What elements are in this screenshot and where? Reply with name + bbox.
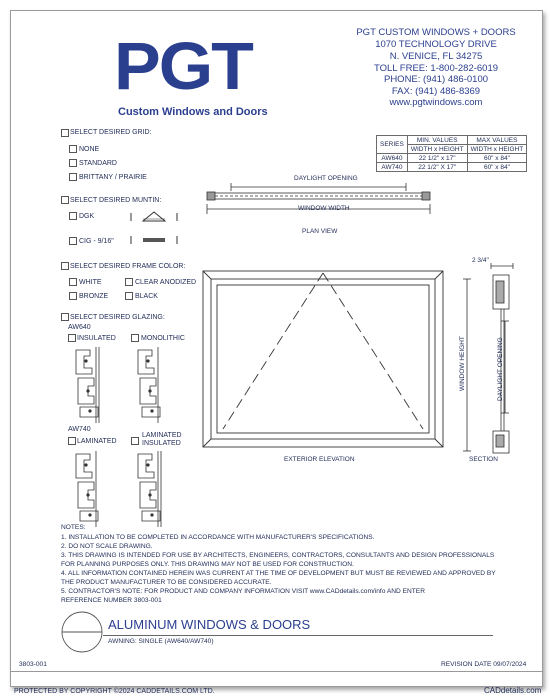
note-item: 2. DO NOT SCALE DRAWING. [61,543,153,550]
frame-black-label: BLACK [135,293,158,300]
aw740-laminated-checkbox[interactable] [68,437,76,445]
note-item: 5. CONTRACTOR'S NOTE: FOR PRODUCT AND COMPANY INFORMATION VISIT www.CADdetails.com/info AND ENTER [61,588,425,595]
toll-free: TOLL FREE: 1-800-282-6019 [373,63,499,74]
grid-checkbox[interactable] [61,129,69,137]
frame-color-checkbox[interactable] [61,262,69,270]
dgk-muntin-profile-icon [129,209,179,223]
detail-bubble-icon [59,609,105,655]
aw640-glazing-sections-icon [66,345,186,425]
section-label: SECTION [469,456,498,463]
title-block-title: ALUMINUM WINDOWS & DOORS [108,617,311,632]
note-item: REFERENCE NUMBER 3803-001 [61,597,162,604]
grid-brittany-checkbox[interactable] [69,173,77,181]
table-cell: AW640 [377,154,408,163]
muntin-dgk-checkbox[interactable] [69,212,77,220]
grid-none-checkbox[interactable] [69,145,77,153]
pgt-logo: PGT [114,28,252,104]
note-item: 4. ALL INFORMATION CONTAINED HEREIN WAS CURRENT AT THE TIME OF DEVELOPMENT BUT MUST BE REVIEWED AND APPROVED BY [61,570,496,577]
note-item: 3. THIS DRAWING IS INTENDED FOR USE BY ARCHITECTS, ENGINEERS, CONTRACTORS, CONSULTANTS AND DESIGN PROFESSIONALS [61,552,495,559]
footer-divider [11,671,542,672]
aw740-laminated-insulated-label-1: LAMINATED [142,432,182,439]
frame-white-checkbox[interactable] [69,278,77,286]
aw740-laminated-insulated-label-2: INSULATED [142,440,181,447]
aw640-insulated-checkbox[interactable] [68,334,76,342]
notes-title: NOTES: [61,524,86,531]
table-cell: 60" x 84" [467,154,527,163]
table-row [377,163,527,172]
frame-color-title: SELECT DESIRED FRAME COLOR: [70,263,186,270]
title-divider [103,635,493,636]
grid-title: SELECT DESIRED GRID: [70,129,152,136]
frame-black-checkbox[interactable] [125,292,133,300]
cig-muntin-profile-icon [129,235,179,245]
company-name: PGT CUSTOM WINDOWS + DOORS [356,27,516,38]
frame-bronze-label: BRONZE [79,293,109,300]
plan-view-drawing [201,179,441,223]
note-item: 1. INSTALLATION TO BE COMPLETED IN ACCORDANCE WITH MANUFACTURER'S SPECIFICATIONS. [61,534,375,541]
table-row [377,154,527,163]
address-line-1: 1070 TECHNOLOGY DRIVE [375,39,497,50]
aw640-label: AW640 [68,324,91,331]
aw640-monolithic-checkbox[interactable] [131,334,139,342]
reference-number: 3803-001 [19,661,47,668]
table-cell: 60" x 84" [467,163,527,172]
table-header-max: MAX VALUES [467,136,527,145]
aw740-glazing-sections-icon [66,449,186,529]
grid-brittany-label: BRITTANY / PRAIRIE [79,174,147,181]
grid-standard-checkbox[interactable] [69,159,77,167]
glazing-title: SELECT DESIRED GLAZING: [70,314,165,321]
copyright-text: PROTECTED BY COPYRIGHT ©2024 CADDETAILS.COM LTD. [14,688,215,695]
address-line-2: N. VENICE, FL 34275 [389,51,483,62]
table-header-row [377,136,527,145]
exterior-elevation-drawing [201,269,451,451]
note-item: THE PRODUCT MANUFACTURER TO BE CONSIDERED ACCURATE. [61,579,272,586]
window-width-label: WINDOW WIDTH [298,205,350,212]
note-item: FOR PLANNING PURPOSES ONLY. THIS DRAWING MAY NOT BE USED FOR CONSTRUCTION. [61,561,354,568]
exterior-elevation-label: EXTERIOR ELEVATION [284,456,355,463]
aw740-laminated-insulated-checkbox[interactable] [131,437,139,445]
grid-none-label: NONE [79,146,100,153]
window-height-label: WINDOW HEIGHT [459,336,466,391]
website-link[interactable]: www.pgtwindows.com [389,97,483,108]
table-header-min: MIN. VALUES [407,136,467,145]
frame-clear-checkbox[interactable] [125,278,133,286]
frame-bronze-checkbox[interactable] [69,292,77,300]
section-depth-label: 2 3/4" [472,257,489,264]
table-subheader-max: WIDTH x HEIGHT [467,145,527,154]
muntin-dgk-label: DGK [79,213,95,220]
aw640-monolithic-label: MONOLITHIC [141,335,185,342]
revision-date: REVISION DATE 09/07/2024 [441,661,527,668]
size-table [376,135,527,172]
aw740-laminated-label: LAMINATED [77,438,117,445]
title-block-subtitle: AWNING: SINGLE (AW640/AW740) [108,638,214,645]
daylight-opening-label: DAYLIGHT OPENING [294,175,358,182]
table-cell: 22 1/2" x 17" [407,154,467,163]
phone: PHONE: (941) 486-0100 [383,74,489,85]
fax: FAX: (941) 486-8369 [391,86,481,97]
table-cell: AW740 [377,163,408,172]
logo-tagline: Custom Windows and Doors [118,106,268,118]
table-header-series: SERIES [377,136,408,154]
muntin-cig-label: CIG - 9/16" [79,238,114,245]
drawing-sheet [10,10,543,687]
muntin-checkbox[interactable] [61,196,69,204]
caddetails-link[interactable]: CADdetails.com [484,686,542,695]
muntin-cig-checkbox[interactable] [69,237,77,245]
frame-white-label: WHITE [79,279,102,286]
muntin-title: SELECT DESIRED MUNTIN: [70,197,162,204]
table-cell: 22 1/2" X 17" [407,163,467,172]
aw640-insulated-label: INSULATED [77,335,116,342]
aw740-label: AW740 [68,426,91,433]
glazing-checkbox[interactable] [61,313,69,321]
daylight-opening-vertical-label: DAYLIGHT OPENING [497,337,504,401]
plan-view-label: PLAN VIEW [302,228,338,235]
grid-standard-label: STANDARD [79,160,117,167]
table-subheader-min: WIDTH x HEIGHT [407,145,467,154]
frame-clear-label: CLEAR ANODIZED [135,279,197,286]
